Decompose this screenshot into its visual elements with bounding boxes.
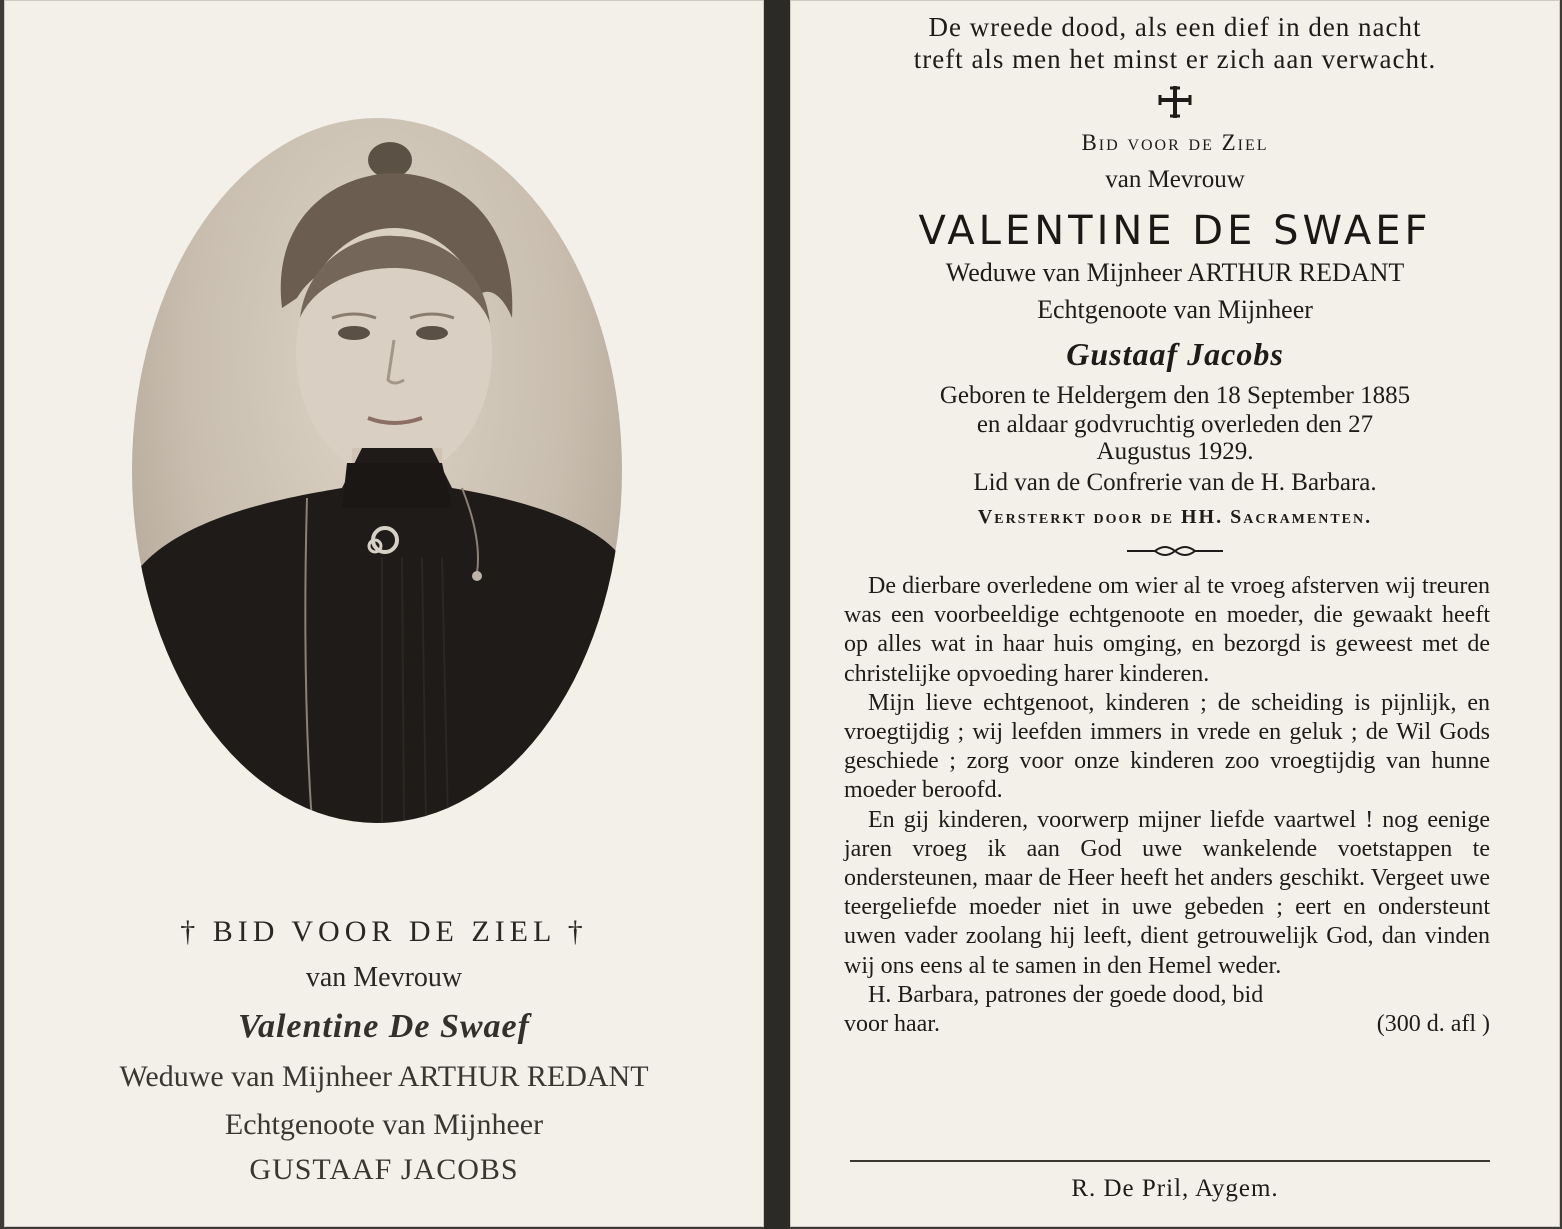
cross-icon: †: [555, 915, 588, 948]
birth-line: Geboren te Heldergem den 18 September 1885: [939, 382, 1411, 409]
paragraph-3: En gij kinderen, voorwerp mijner liefde vaartwel ! nog eenige jaren vroeg ik aan God uwe wankelende voetstappen te ondersteunen, maar de Heer heeft het anders geschikt. Vergeet uwe teergeliefde moeder niet in uwe gebeden ; eert en ondersteunt uwen vader zoolang hij leeft, dient getrouwelijk God, dan vinden wij ons eens al te samen in den Hemel weder.: [844, 806, 1490, 979]
spouse-name: GUSTAAF JACOBS: [249, 1153, 519, 1186]
widow-line: Weduwe van Mijnheer ARTHUR REDANT: [119, 1060, 649, 1093]
deceased-name: Valentine De Swaef: [238, 1008, 530, 1045]
prayer-line: [4, 915, 764, 949]
ornament-divider: [790, 543, 1560, 564]
epigraph-line-2: treft als men het minst er zich aan verwacht.: [913, 44, 1437, 74]
prayer-text: BID VOOR DE ZIEL: [212, 915, 556, 948]
prayer-line: Bid voor de Ziel: [1081, 130, 1269, 155]
van-line: van Mevrouw: [305, 962, 463, 993]
divider-rule: [850, 1160, 1490, 1162]
indulgence-note: (300 d. afl ): [1376, 1011, 1490, 1038]
printer-credit: R. De Pril, Aygem.: [1071, 1175, 1279, 1202]
portrait-illustration: [132, 118, 622, 823]
card-gap: [764, 0, 790, 1229]
paragraph-2: Mijn lieve echtgenoot, kinderen ; de scheiding is pijnlijk, en vroegtijdig ; wij leefden immers in vrede en geluk ; de Wil Gods geschiede ; zorg voor onze kinderen zoo vroegtijdig van hunne moeder beroofd.: [844, 689, 1490, 804]
death-line: en aldaar godvruchtig overleden den 27: [976, 411, 1374, 438]
epigraph-line-1: De wreede dood, als een dief in den nacht: [928, 12, 1422, 42]
paragraph-4-end: voor haar.: [844, 1011, 940, 1038]
spouse-name: Gustaaf Jacobs: [1066, 336, 1284, 372]
death-date-line: Augustus 1929.: [1096, 438, 1254, 465]
closing-line: [844, 1010, 1490, 1039]
widow-line: Weduwe van Mijnheer ARTHUR REDANT: [945, 258, 1405, 287]
spouse-line: Echtgenoote van Mijnheer: [1037, 295, 1313, 324]
memorial-text: [844, 572, 1490, 1039]
memorial-card-front: [4, 0, 764, 1227]
portrait-photo: [132, 118, 622, 823]
paragraph-4: H. Barbara, patrones der goede dood, bid: [868, 981, 1264, 1008]
deceased-name: VALENTINE DE SWAEF: [918, 208, 1432, 254]
spouse-line: Echtgenoote van Mijnheer: [224, 1108, 544, 1141]
van-line: van Mevrouw: [1105, 166, 1245, 193]
cross-icon: [790, 84, 1560, 125]
paragraph-1: De dierbare overledene om wier al te vroeg afsterven wij treuren was een voorbeeldige echtgenoote en moeder, die gewaakt heeft op alles wat in haar huis omging, en bezorgd is geweest met de christelijke opvoeding harer kinderen.: [844, 573, 1490, 687]
memorial-card-back: [790, 0, 1560, 1227]
cross-icon: †: [180, 915, 213, 948]
sacrament-line: Versterkt door de HH. Sacramenten.: [977, 506, 1373, 528]
confraternity-line: Lid van de Confrerie van de H. Barbara.: [973, 469, 1377, 496]
